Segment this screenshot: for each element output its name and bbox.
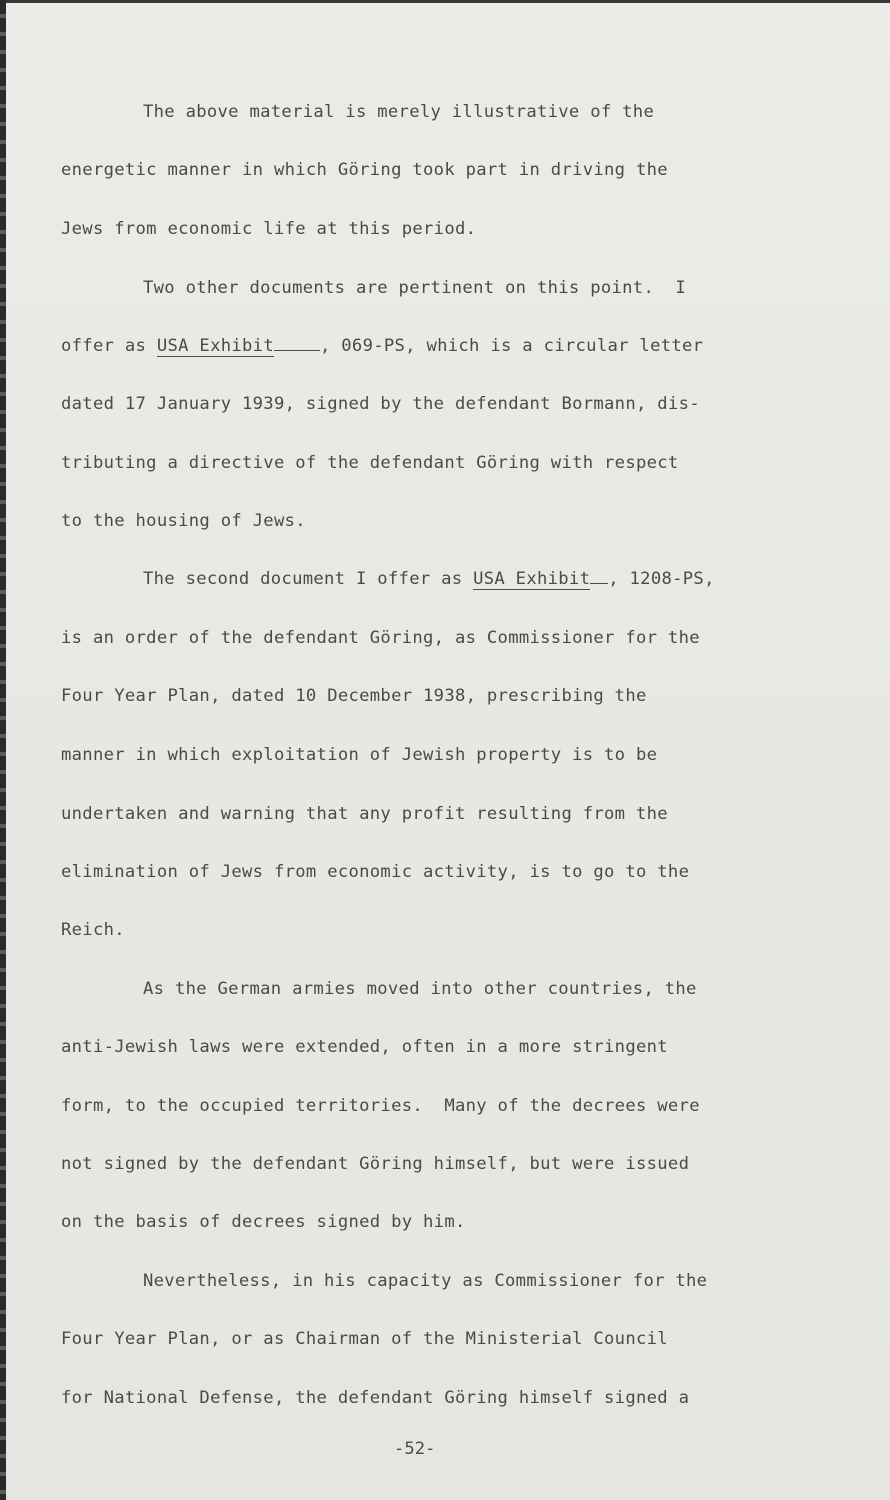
text-line: As the German armies moved into other countries, the (143, 979, 697, 999)
text-line: Reich. (61, 920, 125, 940)
text-line: elimination of Jews from economic activity, is to go to the (61, 862, 690, 882)
text-line: is an order of the defendant Göring, as Commissioner for the (61, 628, 700, 648)
text-line: dated 17 January 1939, signed by the defendant Bormann, dis- (61, 394, 700, 414)
text-line: Nevertheless, in his capacity as Commissioner for the (143, 1271, 708, 1291)
text-line-with-exhibit (61, 335, 703, 357)
exhibit-reference: USA Exhibit (473, 569, 591, 589)
page-top-edge (0, 0, 890, 3)
exhibit-number-blank (274, 336, 320, 351)
page-number: -52- (394, 1439, 436, 1459)
text-segment: , 1208-PS, (608, 569, 715, 589)
text-line: Jews from economic life at this period. (61, 219, 477, 239)
text-line: not signed by the defendant Göring himself, but were issued (61, 1154, 690, 1174)
text-line: Four Year Plan, or as Chairman of the Ministerial Council (61, 1329, 668, 1349)
exhibit-reference: USA Exhibit (156, 336, 274, 356)
text-line: undertaken and warning that any profit resulting from the (61, 804, 668, 824)
text-line: Four Year Plan, dated 10 December 1938, prescribing the (61, 686, 647, 706)
text-line: anti-Jewish laws were extended, often in a more stringent (61, 1037, 668, 1057)
text-line: form, to the occupied territories. Many of the decrees were (61, 1096, 700, 1116)
text-line: for National Defense, the defendant Göring himself signed a (61, 1388, 690, 1408)
exhibit-number-blank (590, 569, 608, 584)
text-line: to the housing of Jews. (61, 511, 306, 531)
text-segment: The second document I offer as (143, 569, 474, 589)
text-line: manner in which exploitation of Jewish property is to be (61, 745, 658, 765)
text-line: The above material is merely illustrative of the (143, 102, 655, 122)
text-line-with-exhibit (143, 568, 715, 590)
text-line: on the basis of decrees signed by him. (61, 1212, 466, 1232)
text-line: Two other documents are pertinent on this point. I (143, 278, 687, 298)
text-segment: , 069-PS, which is a circular letter (319, 336, 704, 356)
text-segment: offer as (61, 336, 157, 356)
text-line: tributing a directive of the defendant Göring with respect (61, 453, 679, 473)
binding-edge (0, 0, 6, 1500)
text-line: energetic manner in which Göring took part in driving the (61, 160, 668, 180)
